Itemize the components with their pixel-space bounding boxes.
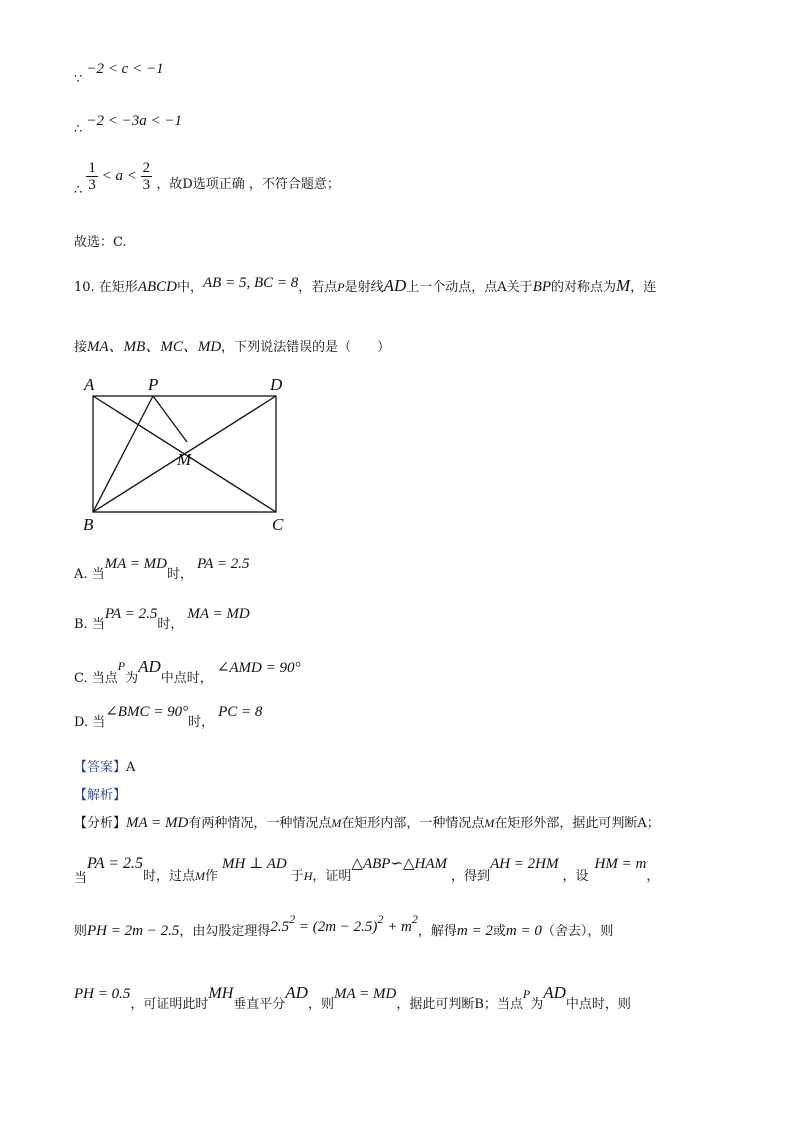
ana-math: MH ⊥ AD — [222, 856, 287, 872]
pythagorean-equation: $2.5^2 = (2m - 2.5)^2 + m^2$ — [270, 912, 418, 935]
q-segments: MA、MB、MC、MD — [87, 339, 222, 355]
ana-text: ，据此可判断B；当点 — [396, 997, 523, 1012]
answer-tag: 【答案】 — [74, 760, 127, 775]
ana-math: MH — [208, 985, 234, 1002]
analysis-tag: 【解析】 — [74, 788, 127, 803]
q-text: 的对称点为 — [551, 280, 617, 295]
ana-text: 则 — [74, 924, 88, 939]
opt-text: 时， — [167, 567, 194, 582]
answer-value: A — [126, 760, 136, 775]
option-a — [74, 556, 250, 582]
ana-text: ，则 — [307, 997, 334, 1012]
analysis-line-1 — [74, 816, 660, 831]
ana-math: P — [522, 987, 531, 1001]
label-m: M — [177, 450, 192, 469]
ana-text: 时，过点 — [143, 869, 196, 884]
q-point-p: P — [337, 280, 345, 294]
inequality-3a: −2 < −3a < −1 — [86, 113, 183, 129]
opt-math: AD — [138, 657, 161, 676]
ana-text: ， — [646, 869, 660, 884]
q-text: ，连 — [630, 280, 657, 295]
ana-text: （舍去），则 — [541, 924, 614, 939]
q-text: 中， — [176, 280, 203, 295]
opt-text: 时， — [157, 617, 184, 632]
therefore-symbol-2: ∴ — [74, 183, 83, 198]
label-a: A — [84, 375, 95, 394]
ana-math: PA = 2.5 — [87, 855, 144, 872]
opt-math: PA = 2.5 — [197, 556, 250, 572]
ana-math: H — [303, 869, 313, 883]
ana-text: ，证明 — [312, 869, 352, 884]
ana-math: AD — [285, 983, 308, 1002]
label-p: P — [148, 375, 159, 394]
q-text: 上一个动点，点A关于 — [406, 280, 533, 295]
ana-text: ，得到 — [451, 869, 491, 884]
opt-text: B. 当 — [74, 617, 105, 632]
opt-text: 为 — [125, 671, 139, 686]
ana-math: AD — [543, 983, 566, 1002]
ana-text: 在矩形外部，据此可判断A； — [494, 816, 660, 831]
ana-text: ，解得 — [417, 924, 457, 939]
opt-math: P — [117, 659, 126, 673]
label-d: D — [270, 375, 283, 394]
question-line-1 — [74, 277, 656, 295]
label-c: C — [272, 515, 284, 532]
ana-math: PH = 0.5 — [74, 986, 131, 1002]
prev-line-2 — [74, 113, 183, 137]
ana-text: 作 — [205, 869, 219, 884]
q-sides: AB = 5, BC = 8 — [203, 275, 299, 291]
conclusion-text: ，故D选项正确 ，不符合题意； — [156, 177, 340, 192]
ana-text: ，可证明此时 — [130, 997, 209, 1012]
opt-math: ∠BMC = 90° — [105, 704, 189, 720]
ana-text: 中点时，则 — [565, 997, 631, 1012]
analysis-line-4 — [74, 983, 631, 1012]
ana-text: ，设 — [562, 869, 589, 884]
fraction-two-thirds: $\frac{2}{3}$ — [142, 160, 151, 193]
therefore-symbol: ∴ — [74, 122, 83, 137]
opt-text: D. 当 — [74, 715, 106, 730]
ana-text: 【分析】 — [74, 816, 127, 831]
ana-math: HM = m — [594, 856, 647, 872]
ana-math: M — [195, 869, 206, 883]
opt-math: ∠AMD = 90° — [216, 660, 301, 676]
ana-text: 或 — [492, 924, 506, 939]
ana-math: MA = MD — [126, 815, 189, 831]
question-line-2 — [74, 340, 390, 355]
ana-math: △ABP∽△HAM — [351, 856, 448, 872]
ana-math: M — [484, 816, 495, 830]
ana-text: ，由勾股定理得 — [179, 924, 271, 939]
opt-text: C. 当点 — [74, 671, 118, 686]
because-symbol: ∵ — [74, 72, 83, 87]
prev-line-3 — [74, 160, 340, 198]
q-text: ，若点 — [298, 280, 338, 295]
q-text: 是射线 — [344, 280, 384, 295]
prev-line-4: 故选：C. — [74, 235, 127, 250]
q-rect: ABCD — [137, 279, 177, 295]
q-text: 接 — [74, 340, 88, 355]
q-line-bp: BP — [532, 279, 552, 295]
prev-line-1 — [74, 61, 164, 87]
opt-math: PA = 2.5 — [104, 606, 158, 622]
opt-text: 中点时， — [160, 671, 213, 686]
option-b — [74, 606, 250, 632]
label-b: B — [83, 515, 94, 532]
a-range: < a < — [97, 168, 141, 184]
option-d — [74, 704, 263, 730]
ana-math: MA = MD — [333, 986, 397, 1002]
ana-text: 在矩形内部，一种情况点 — [341, 816, 485, 831]
rectangle-figure — [80, 372, 310, 532]
option-c — [74, 657, 301, 686]
q-point-m: M — [616, 276, 631, 295]
ana-text: 为 — [530, 997, 544, 1012]
ana-text: 垂直平分 — [233, 997, 286, 1012]
opt-math: MA = MD — [187, 606, 250, 622]
analysis-line-2 — [74, 855, 660, 886]
q-ray-ad: AD — [383, 276, 407, 295]
opt-text: A. 当 — [74, 567, 105, 582]
ana-text: 有两种情况，一种情况点 — [188, 816, 332, 831]
ana-math: PH = 2m − 2.5 — [87, 923, 180, 939]
opt-math: MA = MD — [104, 556, 167, 572]
q-text: ，下列说法错误的是（ ） — [221, 340, 391, 355]
ana-math: m = 0 — [505, 923, 542, 939]
fraction-one-third: $\frac{1}{3}$ — [88, 160, 96, 193]
ana-math: AH = 2HM — [490, 856, 559, 872]
opt-text: 时， — [188, 715, 215, 730]
opt-math: PC = 8 — [218, 704, 263, 720]
ana-math: M — [331, 816, 342, 830]
inequality-c: −2 < c < −1 — [86, 61, 164, 77]
q-text: 10. 在矩形 — [74, 280, 138, 295]
ana-math: m = 2 — [456, 923, 493, 939]
analysis-line-3 — [74, 912, 614, 939]
ana-text: 当 — [74, 871, 88, 886]
answer-line — [74, 761, 135, 774]
ana-text: 于 — [290, 869, 304, 884]
